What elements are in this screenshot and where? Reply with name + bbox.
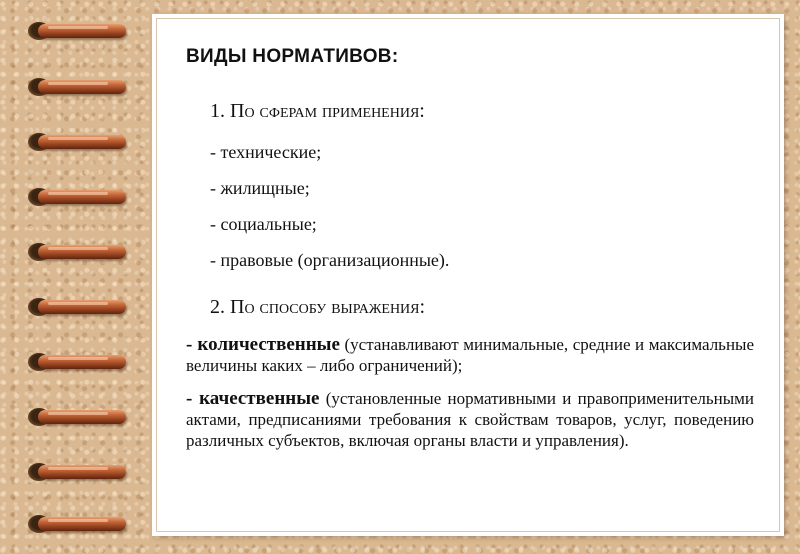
- slide-page: [152, 14, 784, 536]
- binding-ring-icon: [28, 239, 128, 265]
- list-item-technical: - технические;: [210, 142, 322, 162]
- binding-ring-icon: [28, 349, 128, 375]
- section-1-number: 1.: [210, 100, 225, 122]
- slide-content: [186, 32, 754, 451]
- spiral-binding: [0, 0, 150, 554]
- binding-ring-icon: [28, 459, 128, 485]
- paragraph-qualitative: [186, 388, 754, 451]
- section-2-number: 2.: [210, 296, 225, 318]
- binding-ring-icon: [28, 129, 128, 155]
- list-item-housing: - жилищные;: [210, 178, 310, 198]
- list-item-legal: - правовые (организационные).: [210, 250, 450, 270]
- slide-title: ВИДЫ НОРМАТИВОВ:: [186, 46, 399, 67]
- binding-ring-icon: [28, 294, 128, 320]
- binding-ring-icon: [28, 404, 128, 430]
- section-1-heading: [210, 100, 754, 134]
- section-2-heading: [210, 296, 754, 334]
- section-1-title: По сферам применения:: [230, 100, 425, 122]
- quantitative-label: - количественные: [186, 334, 340, 355]
- list-item-social: - социальные;: [210, 214, 317, 234]
- section-2-title: По способу выражения:: [230, 296, 426, 318]
- binding-ring-icon: [28, 511, 128, 537]
- qualitative-text: (установленные нормативными и правоприменительными актами, предписаниями требования к свойствам товаров, услуг, поведению различных субъектов, включая органы власти и управления).: [186, 389, 754, 450]
- binding-ring-icon: [28, 18, 128, 44]
- quantitative-text: (устанавливают минимальные, средние и максимальные величины каких – либо ограничений);: [186, 335, 755, 375]
- paragraph-quantitative: [186, 334, 754, 376]
- qualitative-label: - качественные: [186, 388, 320, 409]
- binding-ring-icon: [28, 74, 128, 100]
- binding-ring-icon: [28, 184, 128, 210]
